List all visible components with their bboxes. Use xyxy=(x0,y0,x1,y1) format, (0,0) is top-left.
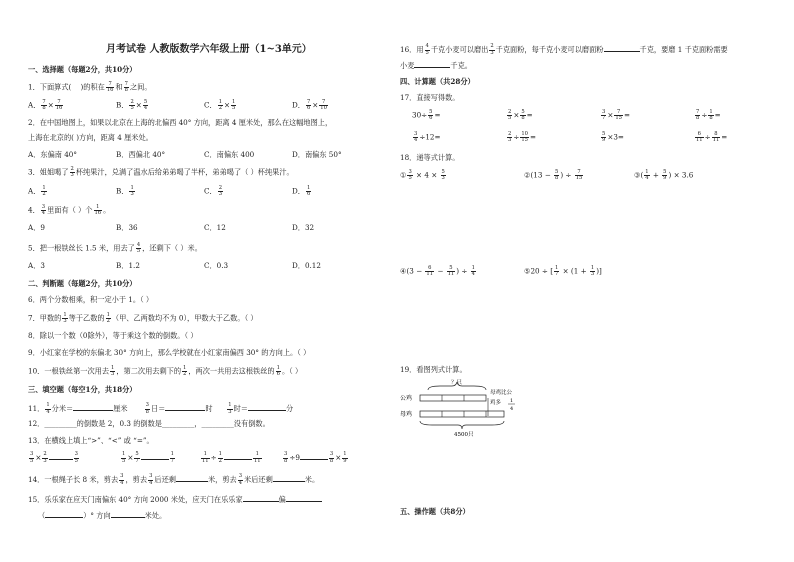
q3-stem: 3．姐姐喝了 $\frac{2}{3}$ 杯纯果汁，兑满了温水后给弟弟喝了半杯，弟弟喝了（ ）杯纯果汁。 xyxy=(28,166,294,179)
section-2-header: 二、判断题（每题2分，共10分） xyxy=(28,279,137,288)
q5-option-c[interactable]: C．0.3 xyxy=(204,261,229,270)
q1-option-c[interactable]: C． $\frac{1}{2}$ × $\frac{1}{5}$ xyxy=(204,99,236,112)
q14: 14．一根绳子长 8 米，剪去 $\frac{3}{4}$ ，剪去 $\frac{3}{4}$ 后还剩 米，剪去 $\frac{3}{4}$ 米后还剩 米。 xyxy=(28,473,320,486)
note-line-1: 母鸡比公 xyxy=(490,390,513,396)
q19-line-diagram xyxy=(400,378,530,438)
q18: 18．递等式计算。 xyxy=(400,153,460,162)
q11-blank-1[interactable] xyxy=(73,403,113,411)
q13: 13．在横线上填上“>”、“<” 或 “=”。 xyxy=(28,436,154,445)
rooster-bar xyxy=(420,395,486,401)
q18-row-2: ④(3 − $\frac{6}{11}$ − $\frac{5}{11}$ ) ÷ $\frac{1}{4}$ ⑤20 ÷ [ $\frac{1}{7}$ × (1 + $\frac{1}{3}$ )] xyxy=(400,265,602,278)
section-4-header: 四、计算题（共28分） xyxy=(400,77,475,86)
q4-stem: 4． $\frac{3}{4}$ 里面有（ ）个 $\frac{1}{16}$ 。 xyxy=(28,204,111,217)
total-label: 4500只 xyxy=(454,432,474,438)
q1-options xyxy=(28,100,380,111)
q18-row-1: ① $\frac{3}{5}$ × 4 × $\frac{5}{3}$ ②(13 − $\frac{5}{8}$ ) ÷ $\frac{7}{15}$ ③( $\frac{1}{4}$ + $\frac{5}{9}$ ) × 3.6 xyxy=(400,169,694,182)
q15-blank-4[interactable] xyxy=(111,510,145,518)
q17-row-1: 30÷ $\frac{5}{6}$ = $\frac{2}{5}$ × $\frac{5}{8}$ = $\frac{3}{7}$ × $\frac{7}{15}$ = $\frac{7}{8}$ ÷ $\frac{1}{8}$ = xyxy=(412,109,721,122)
total-brace xyxy=(420,421,504,429)
q2-option-b[interactable]: B．西偏北 40° xyxy=(116,150,166,159)
q2-option-a[interactable]: A．东偏南 40° xyxy=(28,150,77,159)
note-frac-den: 4 xyxy=(510,406,514,412)
q5-option-d[interactable]: D．0.12 xyxy=(292,261,321,270)
q1-option-d[interactable]: D． $\frac{7}{6}$ × $\frac{7}{10}$ xyxy=(292,99,327,112)
q16-blank-2[interactable] xyxy=(414,60,450,68)
note-line-2: 鸡多 xyxy=(490,400,502,406)
right-column xyxy=(400,0,774,562)
q5-stem: 5．把一根铁丝长 1.5 米，用去了 $\frac{4}{5}$ ，还剩下（ ）米。 xyxy=(28,242,202,255)
q4-option-a[interactable]: A．9 xyxy=(28,223,45,232)
q16-line1: 16．用 $\frac{4}{5}$ 千克小麦可以磨出 $\frac{2}{3}$ 千克面粉，每千克小麦可以磨面粉 千克，要磨 1 千克面粉需要 xyxy=(400,43,728,56)
q3-option-a[interactable]: A． $\frac{1}{2}$ xyxy=(28,185,46,198)
page-title: 月考试卷 人教版数学六年级上册（1~3单元） xyxy=(106,44,312,55)
q1-option-b[interactable]: B． $\frac{2}{5}$ × $\frac{5}{4}$ xyxy=(116,99,148,112)
compare-blank-1[interactable] xyxy=(49,452,73,460)
q16-line2: 小麦 千克。 xyxy=(400,61,472,70)
q10: 10．一根铁丝第一次用去 $\frac{1}{3}$ ，第二次用去剩下的 $\frac{1}{2}$ ，两次一共用去这根铁丝的 $\frac{1}{6}$ 。（ ） xyxy=(28,365,303,378)
q2-option-c[interactable]: C．南偏东 400 xyxy=(204,150,255,159)
compare-blank-2[interactable] xyxy=(141,452,169,460)
q1-stem: 1．下面算式( )的积在 $\frac{7}{16}$ 和 $\frac{7}{8}$ 之间。 xyxy=(28,81,152,94)
q3-option-d[interactable]: D． $\frac{1}{6}$ xyxy=(292,185,311,198)
left-column xyxy=(28,0,384,562)
rooster-label: 公鸡 xyxy=(400,395,413,402)
q3-option-b[interactable]: B． $\frac{1}{3}$ xyxy=(116,185,134,198)
section-5-header: 五、操作题（共8分） xyxy=(400,507,470,516)
q17-row-2: $\frac{3}{4}$ ÷12= $\frac{2}{3}$ ÷ $\frac{10}{15}$ = $\frac{5}{9}$ ×3= $\frac{6}{11}$ ÷ $\frac{8}{11}$ = xyxy=(414,131,728,144)
section-1-header: 一、选择题（每题2分，共10分） xyxy=(28,65,137,74)
q15-line2: （ ）° 方向 米处。 xyxy=(38,511,167,520)
q5-option-b[interactable]: B．1.2 xyxy=(116,261,140,270)
compare-blank-3[interactable] xyxy=(224,452,252,460)
q14-blank-2[interactable] xyxy=(273,474,305,482)
note-frac-num: 1 xyxy=(510,398,514,404)
q11: 11． $\frac{1}{4}$ 分米＝ 厘米 $\frac{3}{8}$ 日＝ 时 $\frac{1}{3}$ 时＝ 分 xyxy=(28,402,294,415)
q13-compare-row: $\frac{3}{5}$ × $\frac{2}{3}$ $\frac{3}{5}$ $\frac{1}{5}$ × $\frac{5}{7}$ $\frac{1}{7}$ $\frac{1}{11}$ ÷ $\frac{1}{2}$ $\frac{1}{11}$ $\frac{3}{8}$ ÷9 $\frac{3}{8}$ × $\frac{1}{9}$ xyxy=(30,451,347,464)
q4-options xyxy=(28,224,380,232)
q19: 19．看图列式计算。 xyxy=(400,365,467,374)
q12: 12．_________的倒数是 2，0.3 的倒数是_________，_________没有倒数。 xyxy=(28,419,270,428)
q15-line1: 15．乐乐家在应天门南偏东 40° 方向 2000 米处，应天门在乐乐家 偏 xyxy=(28,494,322,504)
q14-blank-1[interactable] xyxy=(176,474,208,482)
q5-option-a[interactable]: A．3 xyxy=(28,261,45,270)
q8: 8．除以一个数（0除外），等于乘这个数的倒数。（ ） xyxy=(28,331,198,340)
question-label: ？只 xyxy=(451,380,463,386)
q15-blank-1[interactable] xyxy=(243,494,279,502)
q7: 7．甲数的 $\frac{1}{3}$ 等于乙数的 $\frac{1}{2}$ （甲、乙两数均不为 0），甲数大于乙数。（ ） xyxy=(28,312,258,325)
q15-blank-3[interactable] xyxy=(45,510,83,518)
q3-option-c[interactable]: C． $\frac{2}{3}$ xyxy=(204,185,222,198)
q4-option-b[interactable]: B．36 xyxy=(116,223,138,232)
q4-option-c[interactable]: C．12 xyxy=(204,223,226,232)
section-3-header: 三、填空题（每空1分，共18分） xyxy=(28,385,137,394)
q17: 17．直接写得数。 xyxy=(400,93,460,102)
q9: 9．小红家在学校的东偏北 30° 方向上，那么学校就在小红家南偏西 30° 的方向上。（ ） xyxy=(28,348,311,357)
q15-blank-2[interactable] xyxy=(286,494,322,502)
q4-option-d[interactable]: D．32 xyxy=(292,223,315,232)
q2-line1: 2．在中国地图上，如果以北京在上海的北偏西 40° 方向，距离 4 厘米处，那么在这幅地图上， xyxy=(28,118,333,127)
q2-option-d[interactable]: D．南偏东 50° xyxy=(292,150,342,159)
q11-blank-2[interactable] xyxy=(165,403,205,411)
hen-bar xyxy=(420,411,504,417)
q6: 6．两个分数相乘，积一定小于 1。（ ） xyxy=(28,295,154,304)
hen-label: 母鸡 xyxy=(400,411,413,418)
q2-options xyxy=(28,151,380,159)
q5-options xyxy=(28,262,380,270)
q1-option-a[interactable]: A． $\frac{7}{8}$ × $\frac{7}{16}$ xyxy=(28,99,63,112)
q3-options xyxy=(28,186,380,197)
q2-line2: 上海在北京的( )方向，距离 4 厘米处。 xyxy=(28,133,153,142)
q16-blank-1[interactable] xyxy=(604,44,640,52)
compare-blank-4[interactable] xyxy=(300,452,328,460)
q11-blank-3[interactable] xyxy=(248,403,286,411)
